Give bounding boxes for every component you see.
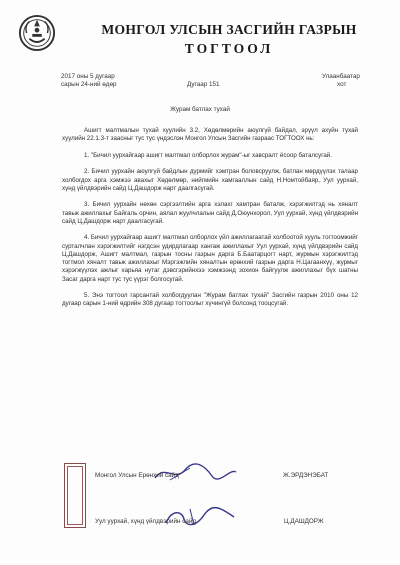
signatory-name-1: Ж.ЭРДЭНЭБАТ	[283, 472, 329, 479]
paragraph-4: 4. Бичил уурхайгаар ашигт малтмал олборлох үйл ажиллагаатай холбоотой хууль тогтоомжийг сурталчлан хэрэгжилтийг нэгдсэн удирдлагаар хангаж ажиллахыг Уул уурхай, хүнд үйлдвэрийн сайд Ц.Дашдорж, Ашигт малтмал, газрын тосны газрын дарга Б.Баатарцогт нарт, журмын хэрэгжилтэд тогтмол хяналт тавьж ажиллахыг Мэргэжлийн хяналтын ерөнхий газрын дарга Н.Цагаанхүү, журмыг хэрэгжүүлэх ажлыг харьяа нутаг дэвсгэрийнхээ хэмжээнд зохион байгуулж ажиллахыг бүх шатны Засаг дарга нарт тус тус үүрэг болгосугай.	[62, 234, 358, 283]
document-number: Дугаар 151	[187, 81, 220, 88]
city-line-2: хот	[337, 81, 347, 88]
date-line-1: 2017 оны 5 дугаар	[61, 73, 115, 80]
signatory-title-1: Монгол Улсын Ерөнхий сайд	[95, 472, 179, 479]
paragraph-3: 3. Бичил уурхайн нөхөн сэргээлтийн арга хэлахг хамтран баталж, хэрэгжилтэд нь хяналт тавьж ажиллахыг Байгаль орчин, аялал жуулчлалын сайд Д.Оюунхорол, Уул уурхай, хүнд үйлдвэрийн сайд Ц.Дашдорж нарт даалгасугай.	[62, 201, 358, 225]
document-title: МОНГОЛ УЛСЫН ЗАСГИЙН ГАЗРЫН	[101, 22, 357, 37]
paragraph-5: 5. Энэ тогтоол гарсантай холбогдуулан "Журам батлах тухай" Засгийн газрын 2010 оны 12 дугаар сарын 1-ний өдрийн 308 дугаар тогтоолыг хүчингүй болсонд тооцсугай.	[62, 292, 358, 308]
state-emblem-icon	[18, 14, 56, 52]
signatory-name-2: Ц.ДАШДОРЖ	[284, 518, 324, 525]
signatory-title-2: Уул уурхай, хүнд үйлдвэрийн сайд	[95, 518, 197, 525]
document-type: ТОГТООЛ	[184, 41, 274, 56]
document-subject: Журам батлах тухай	[170, 106, 230, 113]
official-stamp	[64, 463, 86, 528]
signature-mark-2	[160, 505, 240, 529]
date-line-2: сарын 24-ний өдөр	[61, 81, 117, 88]
document-body	[62, 127, 358, 317]
paragraph-1: 1. "Бичил уурхайгаар ашигт малтмал олборлох журам"-ыг хавсралт ёсоор баталсугай.	[84, 151, 332, 159]
paragraph-preamble: Ашигт малтмалын тухай хуулийн 3.2, Хөдөлмөрийн аюулгүй байдал, эрүүл ахуйн тухай хуулийн 22.1.3-т заасныг тус тус үндэслэн Монгол Улсын Засгийн газраас ТОГТООХ нь:	[62, 127, 358, 143]
paragraph-2: 2. Бичил уурхайн аюулгүй байдлын дүрмийг хэмтран боловсруулж, батлан мөрдүүлэх талаар холбогдох арга хэмжээ авахыг Хөдөлмөр, нийгмийн хамгааллын сайд Н.Номтойбаяр, Уул уурхай, хүнд үйлдвэрийн сайд Ц.Дашдорж нарт даалгасугай.	[62, 168, 358, 192]
city-line-1: Улаанбаатар	[322, 73, 360, 80]
